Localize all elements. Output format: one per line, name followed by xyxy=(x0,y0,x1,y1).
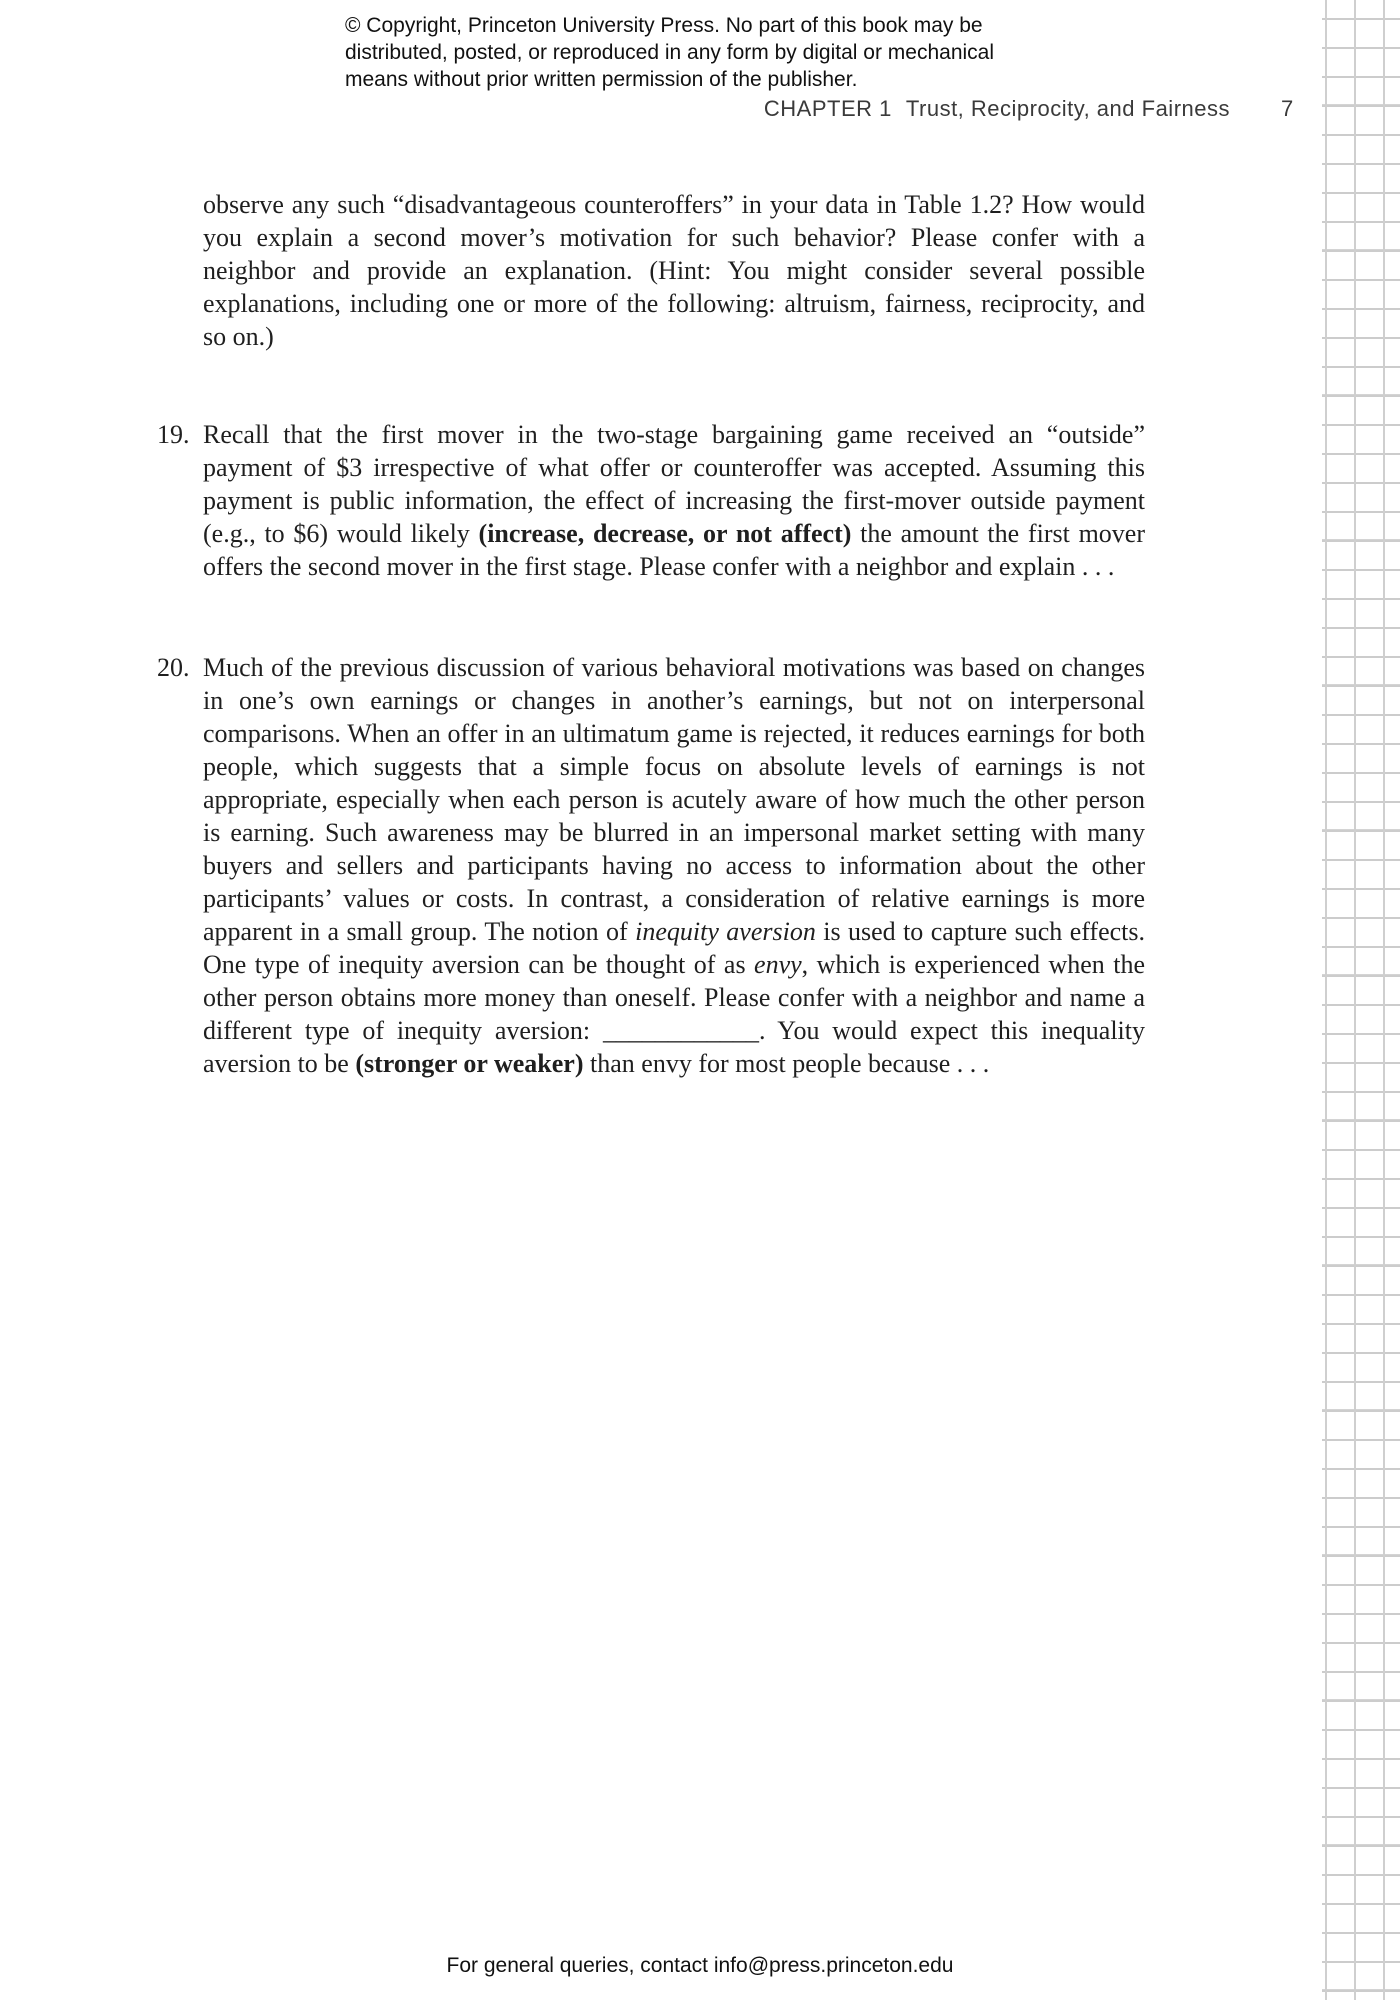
chapter-label: CHAPTER 1 xyxy=(763,96,892,121)
body-text xyxy=(157,188,1145,1080)
question-text: Recall that the first mover in the two-stage bargaining game received an “outside” payment of $3 irrespective of what offer or counteroffer was accepted. Assuming this payment is public information, the effect of increasing the first-mover outside payment (e.g., to $6) would likely (increase, decrease, or not affect) the amount the first mover offers the second mover in the first stage. Please confer with a neighbor and explain . . . xyxy=(203,420,1145,581)
question-number: 19. xyxy=(157,420,190,449)
copyright-line: distributed, posted, or reproduced in any form by digital or mechanical xyxy=(345,41,995,64)
running-head xyxy=(0,96,1230,122)
chapter-title: Trust, Reciprocity, and Fairness xyxy=(905,96,1230,121)
copyright-notice xyxy=(345,12,994,93)
question-text: Much of the previous discussion of various behavioral motivations was based on changes in one’s own earnings or changes in another’s earnings, but not on interpersonal comparisons. When an offer in an ultimatum game is rejected, it reduces earnings for both people, which suggests that a simple focus on absolute levels of earnings is not appropriate, especially when each person is acutely aware of how much the other person is earning. Such awareness may be blurred in an impersonal market setting with many buyers and sellers and participants having no access to information about the other participants’ values or costs. In contrast, a consideration of relative earnings is more apparent in a small group. The notion of inequity aversion is used to capture such effects. One type of inequity aversion can be thought of as envy, which is experienced when the other person obtains more money than oneself. Please confer with a neighbor and name a different type of inequity aversion: ____________. You would expect this inequality aversion to be (stronger or weaker) than envy for most people because . . . xyxy=(203,653,1146,1078)
footer-queries: For general queries, contact info@press.princeton.edu xyxy=(446,1954,954,1977)
copyright-line: means without prior written permission of the publisher. xyxy=(345,68,858,91)
graph-paper-strip xyxy=(1322,0,1400,2000)
question-item-20 xyxy=(157,651,1145,1080)
page-number: 7 xyxy=(1281,96,1294,121)
question-item-19 xyxy=(157,418,1145,583)
question-number: 20. xyxy=(157,653,190,682)
copyright-line: © Copyright, Princeton University Press. No part of this book may be xyxy=(345,14,983,37)
intro-paragraph: observe any such “disadvantageous counteroffers” in your data in Table 1.2? How would you explain a second mover’s motivation for such behavior? Please confer with a neighbor and provide an explanation. (Hint: You might consider several possible explanations, including one or more of the following: altruism, fairness, reciprocity, and so on.) xyxy=(203,190,1145,351)
